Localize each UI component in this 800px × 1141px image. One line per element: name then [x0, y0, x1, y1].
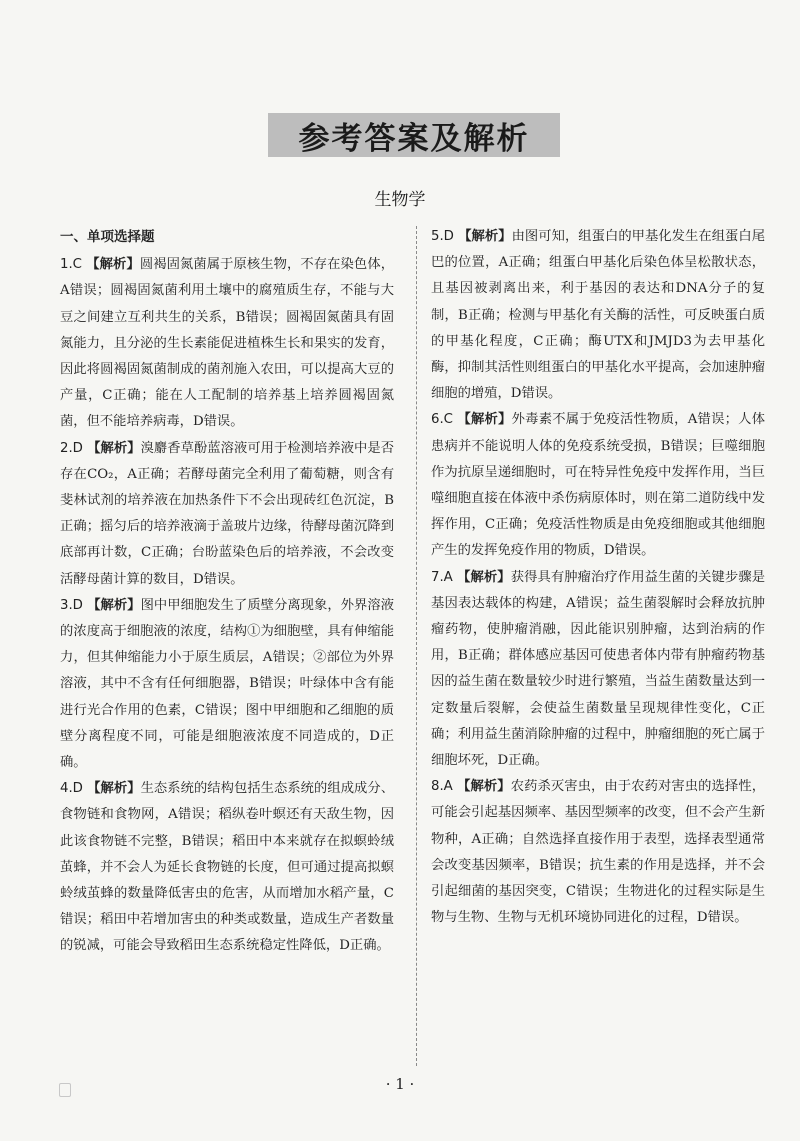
title-banner	[268, 113, 560, 157]
analysis-tag: 【解析】	[87, 440, 141, 456]
subject-heading: 生物学	[374, 190, 426, 210]
answer-text: 农药杀灭害虫，由于农药对害虫的选择性，可能会引起基因频率、基因型频率的改变，但不会产生新物种，A正确；自然选择直接作用于表型，选择表型通常会改变基因频率，B错误；抗生素的作用是选择，并不会引起细菌的基因突变，C错误；生物进化的过程实际是生物与生物、生物与无机环境协同进化的过程，D错误。	[431, 779, 766, 926]
analysis-tag: 【解析】	[457, 569, 511, 585]
answer-item	[431, 224, 765, 407]
answer-item	[60, 593, 394, 776]
section-title: 一、单项选择题	[60, 229, 155, 245]
column-divider	[416, 226, 417, 1066]
answer-item	[431, 407, 765, 564]
answer-item	[60, 776, 394, 959]
answer-item	[431, 565, 765, 775]
analysis-tag: 【解析】	[458, 229, 512, 244]
answer-number: 2.D	[60, 440, 83, 456]
page-title: 参考答案及解析	[298, 120, 530, 157]
analysis-tag: 【解析】	[457, 412, 512, 428]
analysis-tag: 【解析】	[86, 257, 140, 273]
answer-text: 圆褐固氮菌属于原核生物，不存在染色体，A错误；圆褐固氮菌利用土壤中的腐殖质生存，不能与大豆之间建立互利共生的关系，B错误；圆褐固氮菌具有固氮能力，且分泌的生长素能促进植株生长和果实的发育，因此将圆褐固氮菌制成的菌剂施入农田，可以提高大豆的产量，C正确；能在人工配制的培养基上培养圆褐固氮菌，但不能培养病毒，D错误。	[60, 257, 394, 430]
answer-number: 4.D	[60, 781, 83, 797]
answer-item	[60, 252, 394, 435]
answer-number: 6.C	[431, 412, 453, 428]
page-number: · 1 ·	[385, 1075, 415, 1093]
answer-text: 图中甲细胞发生了质壁分离现象，外界溶液的浓度高于细胞液的浓度，结构①为细胞壁，具有伸缩能力，但其伸缩能力小于原生质层，A错误；②部位为外界溶液，其中不含有任何细胞器，B错误；叶绿体中含有能进行光合作用的色素，C错误；图中甲细胞和乙细胞的质壁分离程度不同，可能是细胞液浓度不同造成的，D正确。	[60, 597, 395, 771]
answer-text: 生态系统的结构包括生态系统的组成成分、食物链和食物网，A错误；稻纵卷叶螟还有天敌生物，因此该食物链不完整，B错误；稻田中本来就存在拟螟蛉绒茧蜂，并不会人为延长食物链的长度，但可通过提高拟螟蛉绒茧蜂的数量降低害虫的危害，从而增加水稻产量，C错误；稻田中若增加害虫的种类或数量，造成生产者数量的锐减，可能会导致稻田生态系统稳定性降低，D正确。	[60, 781, 395, 954]
answer-item	[431, 774, 765, 931]
analysis-tag: 【解析】	[87, 597, 141, 613]
answer-item	[60, 436, 394, 593]
corner-mark-icon	[59, 1083, 71, 1097]
left-column	[60, 224, 394, 960]
answer-text: 由图可知，组蛋白的甲基化发生在组蛋白尾巴的位置，A正确；组蛋白甲基化后染色体呈松散状态，且基因被剥离出来，利于基因的表达和DNA分子的复制，B正确；检测与甲基化有关酶的活性，可反映蛋白质的甲基化程度，C正确；酶UTX和JMJD3为去甲基化酶，抑制其活性则组蛋白的甲基化水平提高，会加速肿瘤细胞的增殖，D错误。	[431, 229, 766, 402]
answer-number: 5.D	[431, 229, 454, 244]
answer-number: 8.A	[431, 779, 453, 795]
analysis-tag: 【解析】	[87, 781, 141, 797]
answer-number: 1.C	[60, 257, 82, 273]
right-column	[431, 224, 765, 931]
answer-text: 溴麝香草酚蓝溶液可用于检测培养液中是否存在CO₂，A正确；若酵母菌完全利用了葡萄糖，则含有斐林试剂的培养液在加热条件下不会出现砖红色沉淀，B正确；摇匀后的培养液滴于盖玻片边缘，待酵母菌沉降到底部再计数，C正确；台盼蓝染色后的培养液，不会改变活酵母菌计算的数目，D错误。	[60, 440, 395, 587]
answer-text: 获得具有肿瘤治疗作用益生菌的关键步骤是基因表达载体的构建，A错误；益生菌裂解时会释放抗肿瘤药物，使肿瘤消融，因此能识别肿瘤，达到治病的作用，B正确；群体感应基因可使患者体内带有肿瘤药物基因的益生菌在数量较少时进行繁殖，当益生菌数量达到一定数量后裂解，会使益生菌数量呈现规律性变化，C正确；利用益生菌消除肿瘤的过程中，肿瘤细胞的死亡属于细胞坏死，D正确。	[431, 569, 766, 769]
answer-number: 3.D	[60, 597, 83, 613]
analysis-tag: 【解析】	[457, 779, 511, 795]
answer-text: 外毒素不属于免疫活性物质，A错误；人体患病并不能说明人体的免疫系统受损，B错误；巨噬细胞作为抗原呈递细胞时，可在特异性免疫中发挥作用，当巨噬细胞直接在体液中杀伤病原体时，则在第二道防线中发挥作用，C正确；免疫活性物质是由免疫细胞或其他细胞产生的发挥免疫作用的物质，D错误。	[431, 412, 766, 559]
answer-number: 7.A	[431, 569, 453, 585]
